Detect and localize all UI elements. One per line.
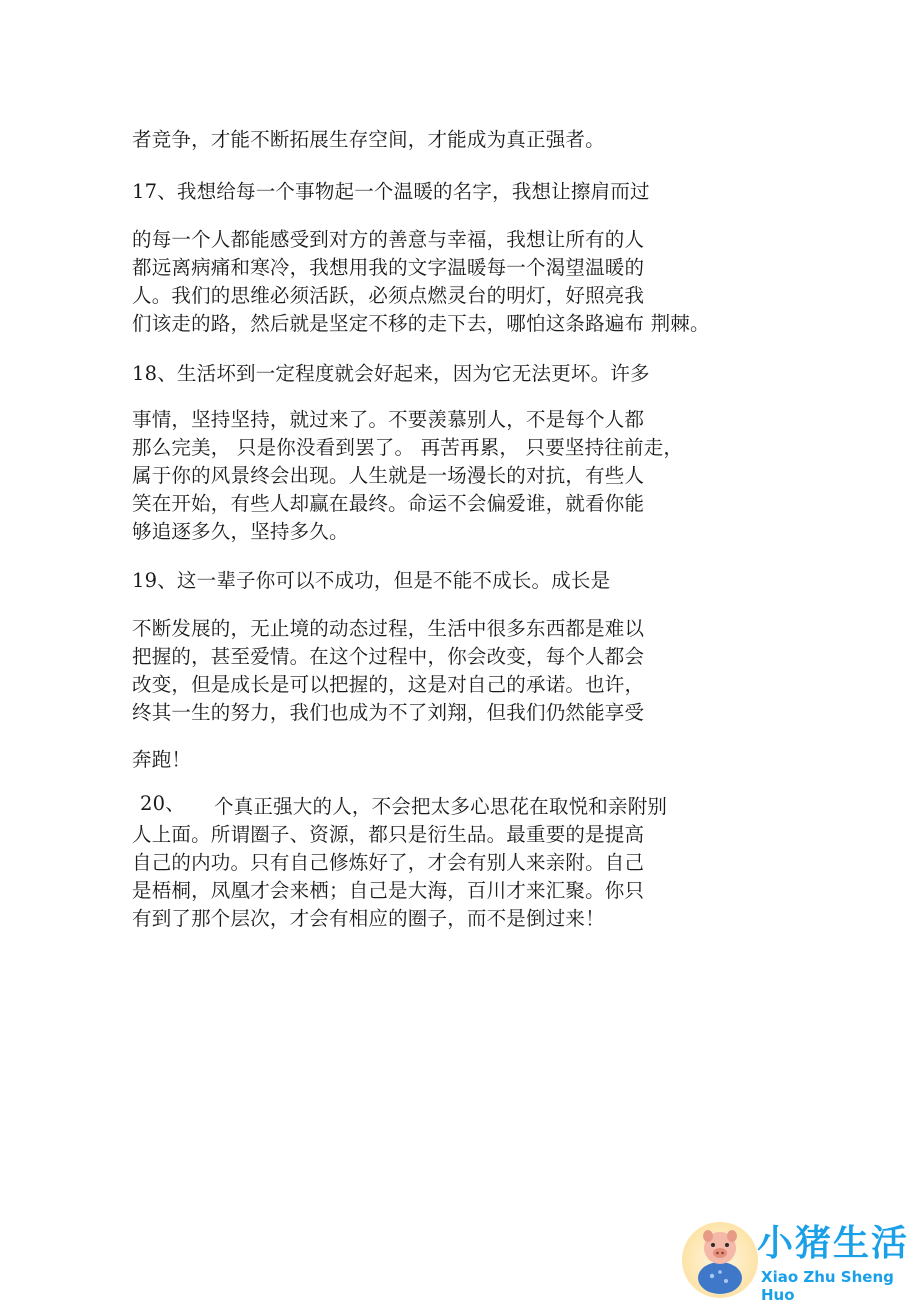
text-line: 够追逐多久，坚持多久。 — [132, 520, 349, 543]
paragraph-heading-17: 17、我想给每一个事物起一个温暖的名字，我想让擦肩而过 — [132, 180, 650, 203]
paragraph-heading-19: 19、这一辈子你可以不成功，但是不能不成长。成长是 — [132, 569, 611, 592]
text-line: 属于你的风景终会出现。人生就是一场漫长的对抗，有些人 — [132, 464, 645, 487]
paragraph-heading-18: 18、生活坏到一定程度就会好起来，因为它无法更坏。许多 — [132, 362, 650, 385]
text-line: 那么完美， 只是你没看到罢了。 再苦再累， 只要坚持往前走， — [132, 436, 684, 459]
text-line: 者竞争，才能不断拓展生存空间，才能成为真正强者。 — [132, 128, 605, 151]
watermark-title: 小猪生活 — [757, 1223, 910, 1264]
text-line: 终其一生的努力，我们也成为不了刘翔，但我们仍然能享受 — [132, 701, 645, 724]
text-line: 不断发展的，无止境的动态过程，生活中很多东西都是难以 — [132, 617, 645, 640]
text-line: 自己的内功。只有自己修炼好了，才会有别人来亲附。自己 — [132, 851, 645, 874]
text-line: 的每一个人都能感受到对方的善意与幸福，我想让所有的人 — [132, 228, 645, 251]
text-line: 们该走的路，然后就是坚定不移的走下去，哪怕这条路遍布 荆棘。 — [132, 312, 710, 335]
text-line: 改变，但是成长是可以把握的，这是对自己的承诺。也许， — [132, 673, 645, 696]
text-line: 人上面。所谓圈子、资源，都只是衍生品。最重要的是提高 — [132, 823, 645, 846]
text-line: 个真正强大的人，不会把太多心思花在取悦和亲附别 — [214, 795, 668, 818]
text-line: 事情，坚持坚持，就过来了。不要羡慕别人，不是每个人都 — [132, 408, 645, 431]
paragraph-number-20: 20、 — [140, 792, 185, 815]
text-line: 都远离病痛和寒冷，我想用我的文字温暖每一个渴望温暖的 — [132, 256, 645, 279]
text-line: 笑在开始，有些人却赢在最终。命运不会偏爱谁，就看你能 — [132, 492, 645, 515]
text-line: 人。我们的思维必须活跃，必须点燃灵台的明灯，好照亮我 — [132, 284, 645, 307]
text-line: 把握的，甚至爱情。在这个过程中，你会改变，每个人都会 — [132, 645, 645, 668]
text-line: 奔跑！ — [132, 748, 192, 771]
text-line: 是梧桐，凤凰才会来栖；自己是大海，百川才来汇聚。你只 — [132, 879, 645, 902]
text-line: 有到了那个层次，才会有相应的圈子，而不是倒过来！ — [132, 907, 605, 930]
watermark-subtitle: Xiao Zhu Sheng Huo — [761, 1268, 894, 1304]
